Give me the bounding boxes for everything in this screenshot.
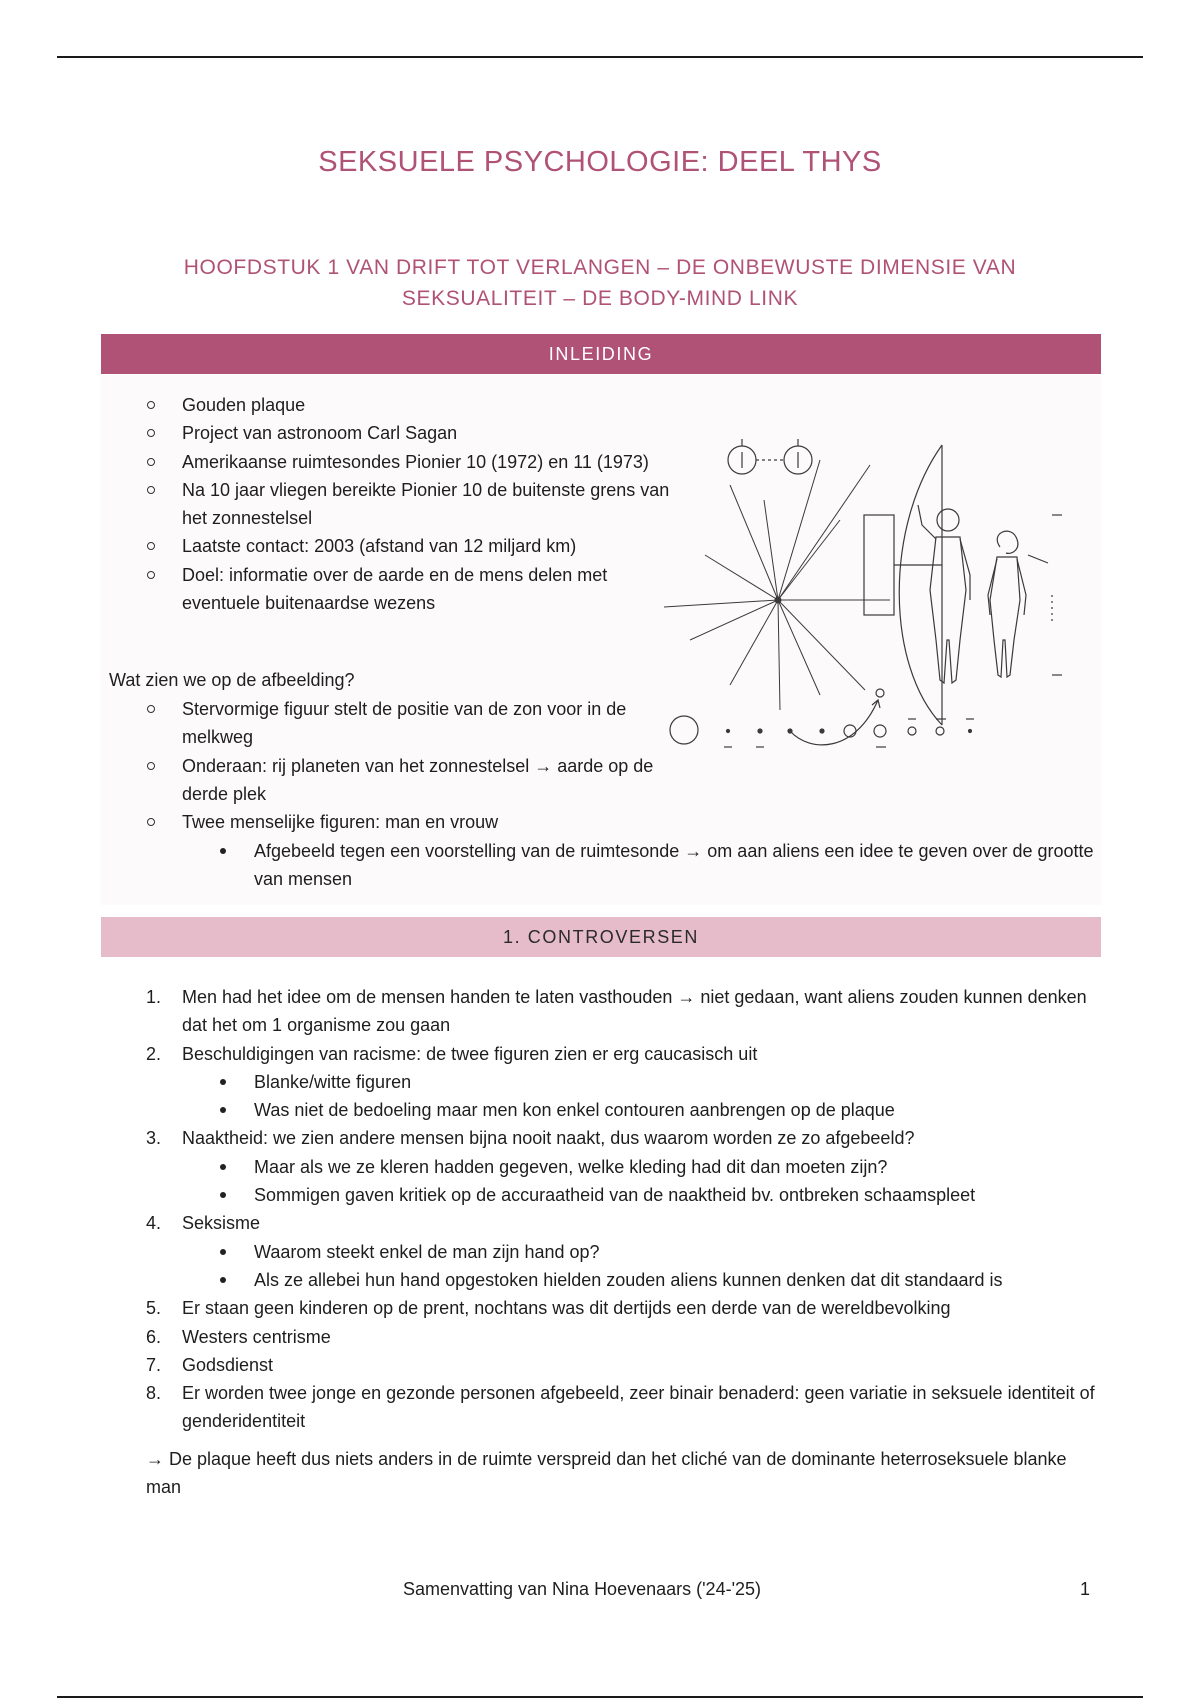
sub-item: Waarom steekt enkel de man zijn hand op? bbox=[101, 1238, 1096, 1266]
page-number: 1 bbox=[1080, 1579, 1091, 1599]
controversies-list bbox=[101, 983, 1096, 1436]
numbered-item: 5. Er staan geen kinderen op de prent, nochtans was dit dertijds een derde van de wereldbevolking bbox=[146, 1298, 951, 1319]
sub-item: Maar als we ze kleren hadden gegeven, welke kleding had dit dan moeten zijn? bbox=[101, 1153, 1096, 1181]
conclusion-text: → De plaque heeft dus niets anders in de ruimte verspreid dan het cliché van de dominante heterroseksuele blanke man bbox=[146, 1449, 1067, 1498]
numbered-item: 6. Westers centrisme bbox=[146, 1326, 331, 1347]
section-heading-intro: INLEIDING bbox=[101, 334, 1101, 374]
list-item: Twee menselijke figuren: man en vrouw bbox=[101, 808, 671, 836]
numbered-item: 7. Godsdienst bbox=[146, 1354, 274, 1375]
man-figure-icon bbox=[918, 505, 970, 683]
document-title: SEKSUELE PSYCHOLOGIE: DEEL THYS bbox=[318, 146, 882, 178]
list-item: Doel: informatie over de aarde en de mens delen met eventuele buitenaardse wezens bbox=[101, 561, 671, 618]
list-item: Stervormige figuur stelt de positie van de zon voor in de melkweg bbox=[101, 695, 671, 752]
scale-marks-icon bbox=[1028, 515, 1062, 675]
sub-item: Sommigen gaven kritiek op de accuraatheid van de naaktheid bv. ontbreken schaamspleet bbox=[101, 1181, 1096, 1209]
top-rule bbox=[57, 56, 1143, 58]
chapter-title: HOOFDSTUK 1 VAN DRIFT TOT VERLANGEN – DE ONBEWUSTE DIMENSIE VAN SEKSUALITEIT – DE BODY-MIND LINK bbox=[183, 256, 1017, 310]
hydrogen-symbol-icon bbox=[728, 439, 812, 474]
list-item: Gouden plaque bbox=[101, 391, 671, 419]
sub-item: Blanke/witte figuren bbox=[101, 1068, 1096, 1096]
numbered-item: 4. Seksisme bbox=[146, 1213, 261, 1234]
bottom-rule bbox=[57, 1696, 1143, 1698]
pioneer-plaque-illustration bbox=[660, 425, 1100, 770]
sub-item: Was niet de bedoeling maar men kon enkel contouren aanbrengen op de plaque bbox=[101, 1096, 1096, 1124]
pulsar-map-icon bbox=[664, 460, 890, 710]
intro-question: Wat zien we op de afbeelding? bbox=[109, 670, 355, 690]
sub-item: Als ze allebei hun hand opgestoken hielden zouden aliens kunnen denken dat dit standaard is bbox=[101, 1266, 1096, 1294]
solar-system-row-icon bbox=[670, 689, 974, 747]
list-item: Laatste contact: 2003 (afstand van 12 miljard km) bbox=[101, 532, 671, 560]
intro-sub-answer-list bbox=[101, 837, 1096, 894]
list-item: Amerikaanse ruimtesondes Pionier 10 (1972) en 11 (1973) bbox=[101, 448, 671, 476]
intro-bullet-list bbox=[101, 391, 671, 617]
numbered-item: 1. Men had het idee om de mensen handen te laten vasthouden → niet gedaan, want aliens zouden kunnen denken dat het om 1 organisme zou gaan bbox=[146, 987, 1087, 1036]
numbered-item: 8. Er worden twee jonge en gezonde personen afgebeeld, zeer binair benaderd: geen variatie in seksuele identiteit of genderidentiteit bbox=[146, 1383, 1095, 1432]
list-item: Afgebeeld tegen een voorstelling van de ruimtesonde → om aan aliens een idee te geven over de grootte van mensen bbox=[101, 837, 1096, 894]
footer-author: Samenvatting van Nina Hoevenaars ('24-'25) bbox=[402, 1579, 762, 1599]
numbered-item: 3. Naaktheid: we zien andere mensen bijna nooit naakt, dus waarom worden ze zo afgebeeld? bbox=[146, 1128, 915, 1149]
list-item: Na 10 jaar vliegen bereikte Pionier 10 de buitenste grens van het zonnestelsel bbox=[101, 476, 671, 533]
list-item: Project van astronoom Carl Sagan bbox=[101, 419, 671, 447]
list-item: Onderaan: rij planeten van het zonnestelsel → aarde op de derde plek bbox=[101, 752, 671, 809]
numbered-item: 2. Beschuldigingen van racisme: de twee figuren zien er erg caucasisch uit bbox=[146, 1043, 758, 1064]
woman-figure-icon bbox=[988, 531, 1026, 677]
intro-answer-list bbox=[101, 695, 671, 836]
section-heading-controversies: 1. CONTROVERSEN bbox=[101, 917, 1101, 957]
